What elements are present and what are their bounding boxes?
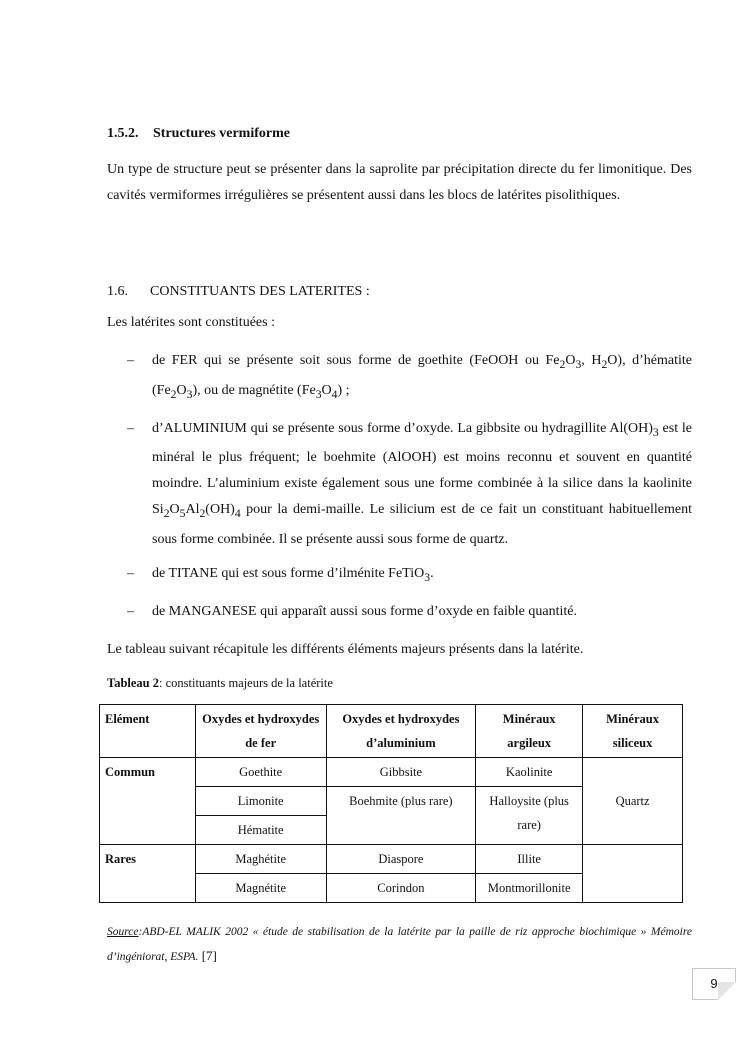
cell-siliceux: Quartz: [583, 758, 683, 845]
alu-text: d’ALUMINIUM qui se présente sous forme d’oxyde. La gibbsite ou hydragillite Al(OH): [152, 420, 653, 436]
header-aluminium: Oxydes et hydroxydes d’aluminium: [326, 705, 476, 758]
caption-label: Tableau 2: [107, 676, 159, 690]
alu-text: (OH): [205, 502, 235, 518]
intro-line: Les latérites sont constituées :: [107, 315, 275, 330]
subscript: 3: [186, 387, 193, 401]
section-title: Structures vermiforme: [153, 126, 290, 141]
section-number: 1.5.2.: [107, 126, 139, 141]
row-label-commun: Commun: [100, 758, 196, 845]
fer-text: , H: [581, 353, 602, 368]
subscript: 2: [199, 507, 206, 521]
table-row: [100, 845, 683, 874]
subscript: 3: [652, 425, 659, 439]
fer-text: O: [176, 382, 187, 398]
cell-argileux: Halloysite (plus rare): [476, 787, 583, 845]
table-row: [100, 758, 683, 787]
cell-argileux: Kaolinite: [476, 758, 583, 787]
source-text: :ABD-EL MALIK 2002 « étude de stabilisation de la latérite par la paille de riz approche biochimique » Mémoire d’ingéniorat, ESPA.: [107, 926, 692, 963]
list-dash: –: [127, 603, 134, 619]
list-item-manganese: [107, 599, 692, 625]
header-element: Elément: [100, 705, 196, 758]
constituents-list: [107, 348, 692, 633]
row-label-rares: Rares: [100, 845, 196, 903]
alu-text: est le minéral le plus fréquent; le boehmite (AlOOH) est moins reconnu et souvent en quantité moindre. L’aluminium existe également sous une forme combinée à la silice dans la kaolinite Si: [152, 420, 692, 518]
constituents-table: [99, 704, 683, 903]
cell-argileux: Montmorillonite: [476, 874, 583, 903]
cell-alu: Boehmite (plus rare): [326, 787, 476, 845]
subscript: 3: [315, 387, 322, 401]
cell-fer: Maghétite: [195, 845, 326, 874]
page-fold-corner: [718, 982, 736, 1000]
subscript: 5: [179, 507, 186, 521]
cell-siliceux-empty: [583, 845, 683, 903]
cell-fer: Magnétite: [195, 874, 326, 903]
table-caption: [107, 676, 692, 691]
subscript: 2: [163, 507, 170, 521]
subscript: 2: [559, 357, 566, 371]
list-dash: –: [127, 420, 134, 436]
subscript: 3: [424, 570, 431, 584]
page-number-box: [692, 968, 736, 1000]
fer-text: ) ;: [337, 382, 350, 398]
subscript: 3: [575, 357, 582, 371]
fer-text: O: [321, 382, 332, 398]
cell-fer: Goethite: [195, 758, 326, 787]
table-header-row: [100, 705, 683, 758]
header-fer: Oxydes et hydroxydes de fer: [195, 705, 326, 758]
page-number: 9: [710, 976, 718, 991]
titane-text: .: [430, 566, 434, 582]
list-dash: –: [127, 566, 134, 582]
section-heading-1-5-2: [107, 126, 692, 142]
section-title: CONSTITUANTS DES LATERITES :: [150, 284, 370, 299]
source-reference: [7]: [198, 948, 217, 963]
alu-text: Al: [185, 502, 200, 518]
cell-alu: Diaspore: [326, 845, 476, 874]
fer-text: de FER qui se présente soit sous forme de goethite (FeOOH ou Fe: [152, 353, 560, 368]
table-intro: Le tableau suivant récapitule les différents éléments majeurs présents dans la latérite.: [107, 642, 584, 657]
manganese-text: de MANGANESE qui apparaît aussi sous forme d’oxyde en faible quantité.: [152, 603, 577, 619]
header-siliceux: Minéraux siliceux: [583, 705, 683, 758]
fer-text: O: [565, 353, 576, 368]
list-item-aluminium: [107, 416, 692, 554]
subscript: 4: [331, 387, 338, 401]
table-source: [107, 920, 692, 969]
caption-text: : constituants majeurs de la latérite: [159, 676, 333, 690]
section-heading-1-6: [107, 284, 692, 300]
subscript: 4: [234, 507, 241, 521]
cell-fer: Limonite: [195, 787, 326, 816]
fer-text: ), ou de magnétite (Fe: [192, 382, 316, 398]
paragraph-vermiforme: Un type de structure peut se présenter dans la saprolite par précipitation directe du fer limonitique. Des cavités vermiformes irrégulières se présentent aussi dans les blocs de latérites pisolithiques.: [107, 162, 692, 203]
list-dash: –: [127, 353, 134, 368]
subscript: 2: [170, 387, 177, 401]
cell-alu: Gibbsite: [326, 758, 476, 787]
cell-alu: Corindon: [326, 874, 476, 903]
header-argileux: Minéraux argileux: [476, 705, 583, 758]
alu-text: O: [169, 502, 180, 518]
list-item-titane: [107, 561, 692, 591]
subscript: 2: [601, 357, 608, 371]
section-number: 1.6.: [107, 284, 128, 299]
alu-text: pour la demi-maille. Le silicium est de ce fait un constituant habituellement sous forme combinée. Il se présente aussi sous forme de quartz.: [152, 502, 692, 548]
cell-argileux: Illite: [476, 845, 583, 874]
source-label: Source: [107, 926, 139, 938]
fer-text: O), d’hématite (Fe: [152, 353, 692, 398]
cell-fer: Hématite: [195, 816, 326, 845]
list-item-fer: [107, 348, 692, 408]
titane-text: de TITANE qui est sous forme d’ilménite FeTiO: [152, 566, 425, 582]
